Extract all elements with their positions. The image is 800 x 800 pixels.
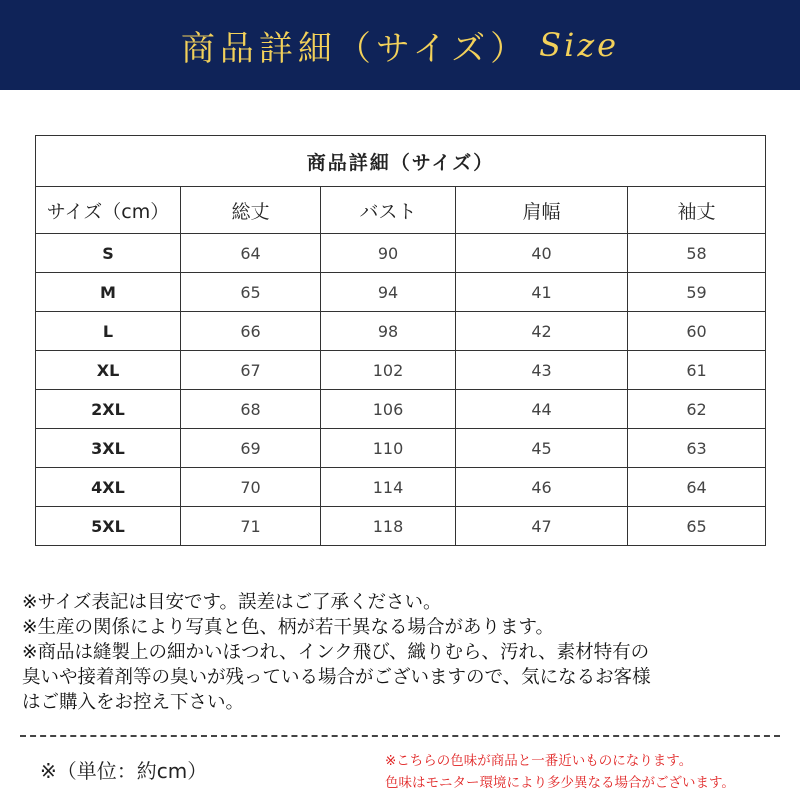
banner-title: 商品詳細（サイズ） — [180, 28, 530, 69]
shoulder-cell: 41 — [456, 273, 628, 312]
header-banner — [0, 0, 800, 90]
table-row — [36, 468, 766, 507]
bust-cell: 94 — [321, 273, 456, 312]
bust-cell: 90 — [321, 234, 456, 273]
note-line: ※サイズ表記は目安です。誤差はご了承ください。 — [22, 592, 442, 613]
length-cell: 70 — [181, 468, 321, 507]
length-cell: 69 — [181, 429, 321, 468]
sleeve-cell: 58 — [628, 234, 766, 273]
length-cell: 68 — [181, 390, 321, 429]
header-length: 総丈 — [181, 187, 321, 234]
banner-script-title: Size — [539, 26, 620, 64]
note-line: はご購入をお控え下さい。 — [22, 692, 245, 713]
sleeve-cell: 65 — [628, 507, 766, 546]
dashed-divider — [20, 735, 780, 737]
color-note-line: ※こちらの色味が商品と一番近いものになります。 — [385, 753, 693, 769]
bust-cell: 106 — [321, 390, 456, 429]
header-shoulder: 肩幅 — [456, 187, 628, 234]
note-line: 臭いや接着剤等の臭いが残っている場合がございますので、気になるお客様 — [22, 667, 651, 688]
header-bust: バスト — [321, 187, 456, 234]
length-cell: 64 — [181, 234, 321, 273]
size-cell: 2XL — [36, 390, 181, 429]
shoulder-cell: 43 — [456, 351, 628, 390]
shoulder-cell: 45 — [456, 429, 628, 468]
shoulder-cell: 47 — [456, 507, 628, 546]
sleeve-cell: 63 — [628, 429, 766, 468]
table-row — [36, 390, 766, 429]
shoulder-cell: 40 — [456, 234, 628, 273]
sleeve-cell: 64 — [628, 468, 766, 507]
table-row — [36, 312, 766, 351]
size-table — [35, 135, 766, 546]
header-size: サイズ（cm） — [36, 187, 181, 234]
table-caption: 商品詳細（サイズ） — [36, 136, 766, 187]
length-cell: 65 — [181, 273, 321, 312]
length-cell: 71 — [181, 507, 321, 546]
size-cell: M — [36, 273, 181, 312]
table-row — [36, 507, 766, 546]
bust-cell: 118 — [321, 507, 456, 546]
header-sleeve: 袖丈 — [628, 187, 766, 234]
sleeve-cell: 62 — [628, 390, 766, 429]
size-cell: 3XL — [36, 429, 181, 468]
bust-cell: 98 — [321, 312, 456, 351]
color-note — [385, 750, 735, 794]
unit-label: ※（単位：約cm） — [40, 759, 208, 783]
table-row — [36, 351, 766, 390]
size-cell: L — [36, 312, 181, 351]
notes-section — [22, 590, 792, 715]
bust-cell: 102 — [321, 351, 456, 390]
table-row — [36, 273, 766, 312]
table-body — [36, 234, 766, 546]
sleeve-cell: 61 — [628, 351, 766, 390]
size-cell: S — [36, 234, 181, 273]
shoulder-cell: 44 — [456, 390, 628, 429]
note-line: ※生産の関係により写真と色、柄が若干異なる場合があります。 — [22, 617, 555, 638]
size-cell: 4XL — [36, 468, 181, 507]
sleeve-cell: 59 — [628, 273, 766, 312]
table-header-row — [36, 187, 766, 234]
bust-cell: 114 — [321, 468, 456, 507]
shoulder-cell: 42 — [456, 312, 628, 351]
color-note-line: 色味はモニター環境により多少異なる場合がございます。 — [385, 775, 735, 791]
length-cell: 66 — [181, 312, 321, 351]
shoulder-cell: 46 — [456, 468, 628, 507]
sleeve-cell: 60 — [628, 312, 766, 351]
table-row — [36, 429, 766, 468]
note-line: ※商品は縫製上の細かいほつれ、インク飛び、織りむら、汚れ、素材特有の — [22, 642, 650, 663]
size-cell: 5XL — [36, 507, 181, 546]
table-caption-row — [36, 136, 766, 187]
bust-cell: 110 — [321, 429, 456, 468]
table-row — [36, 234, 766, 273]
length-cell: 67 — [181, 351, 321, 390]
size-cell: XL — [36, 351, 181, 390]
